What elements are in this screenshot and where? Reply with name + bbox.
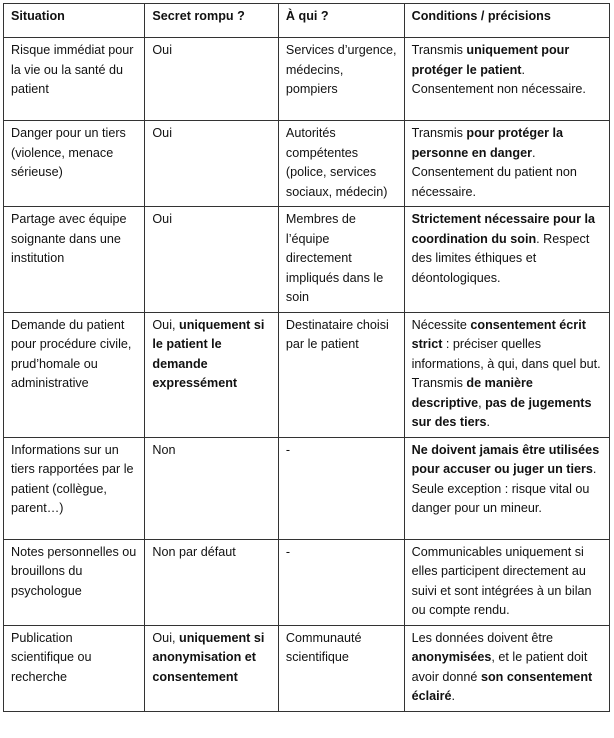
cell-situation: Demande du patient pour procédure civile, prud’homale ou administrative (4, 312, 145, 437)
cell-recipient: Communauté scientifique (278, 625, 404, 711)
header-conditions: Conditions / précisions (404, 4, 609, 38)
cell-recipient: Autorités compétentes (police, services sociaux, médecin) (278, 121, 404, 207)
header-row (4, 4, 610, 38)
cell-situation: Risque immédiat pour la vie ou la santé du patient (4, 38, 145, 121)
cell-conditions: Transmis uniquement pour protéger le patient. Consentement non nécessaire. (404, 38, 609, 121)
cell-secret: Non (145, 437, 279, 539)
table-row (4, 38, 610, 121)
cell-conditions: Communicables uniquement si elles participent directement au suivi et sont intégrées à un bilan ou compte rendu. (404, 539, 609, 625)
table-row (4, 539, 610, 625)
cell-secret: Oui, uniquement si anonymisation et consentement (145, 625, 279, 711)
table-row (4, 625, 610, 711)
cell-secret: Non par défaut (145, 539, 279, 625)
cell-conditions: Transmis pour protéger la personne en danger. Consentement du patient non nécessaire. (404, 121, 609, 207)
header-situation: Situation (4, 4, 145, 38)
table-row (4, 437, 610, 539)
table-row (4, 312, 610, 437)
table-row (4, 207, 610, 313)
cell-situation: Partage avec équipe soignante dans une institution (4, 207, 145, 313)
cell-secret: Oui (145, 38, 279, 121)
cell-situation: Danger pour un tiers (violence, menace sérieuse) (4, 121, 145, 207)
confidentiality-table (3, 3, 610, 712)
cell-recipient: Membres de l’équipe directement impliqués dans le soin (278, 207, 404, 313)
header-secret: Secret rompu ? (145, 4, 279, 38)
cell-conditions: Ne doivent jamais être utilisées pour accuser ou juger un tiers. Seule exception : risque vital ou danger pour un mineur. (404, 437, 609, 539)
cell-conditions: Nécessite consentement écrit strict : préciser quelles informations, à qui, dans quel but. Transmis de manière descriptive, pas de jugements sur des tiers. (404, 312, 609, 437)
cell-secret: Oui (145, 121, 279, 207)
cell-situation: Publication scientifique ou recherche (4, 625, 145, 711)
cell-conditions: Les données doivent être anonymisées, et le patient doit avoir donné son consentement éclairé. (404, 625, 609, 711)
cell-recipient: - (278, 539, 404, 625)
cell-situation: Informations sur un tiers rapportées par le patient (collègue, parent…) (4, 437, 145, 539)
cell-recipient: Destinataire choisi par le patient (278, 312, 404, 437)
cell-recipient: Services d’urgence, médecins, pompiers (278, 38, 404, 121)
cell-conditions: Strictement nécessaire pour la coordination du soin. Respect des limites éthiques et déontologiques. (404, 207, 609, 313)
cell-secret: Oui, uniquement si le patient le demande expressément (145, 312, 279, 437)
header-recipient: À qui ? (278, 4, 404, 38)
table-row (4, 121, 610, 207)
cell-recipient: - (278, 437, 404, 539)
cell-situation: Notes personnelles ou brouillons du psychologue (4, 539, 145, 625)
cell-secret: Oui (145, 207, 279, 313)
